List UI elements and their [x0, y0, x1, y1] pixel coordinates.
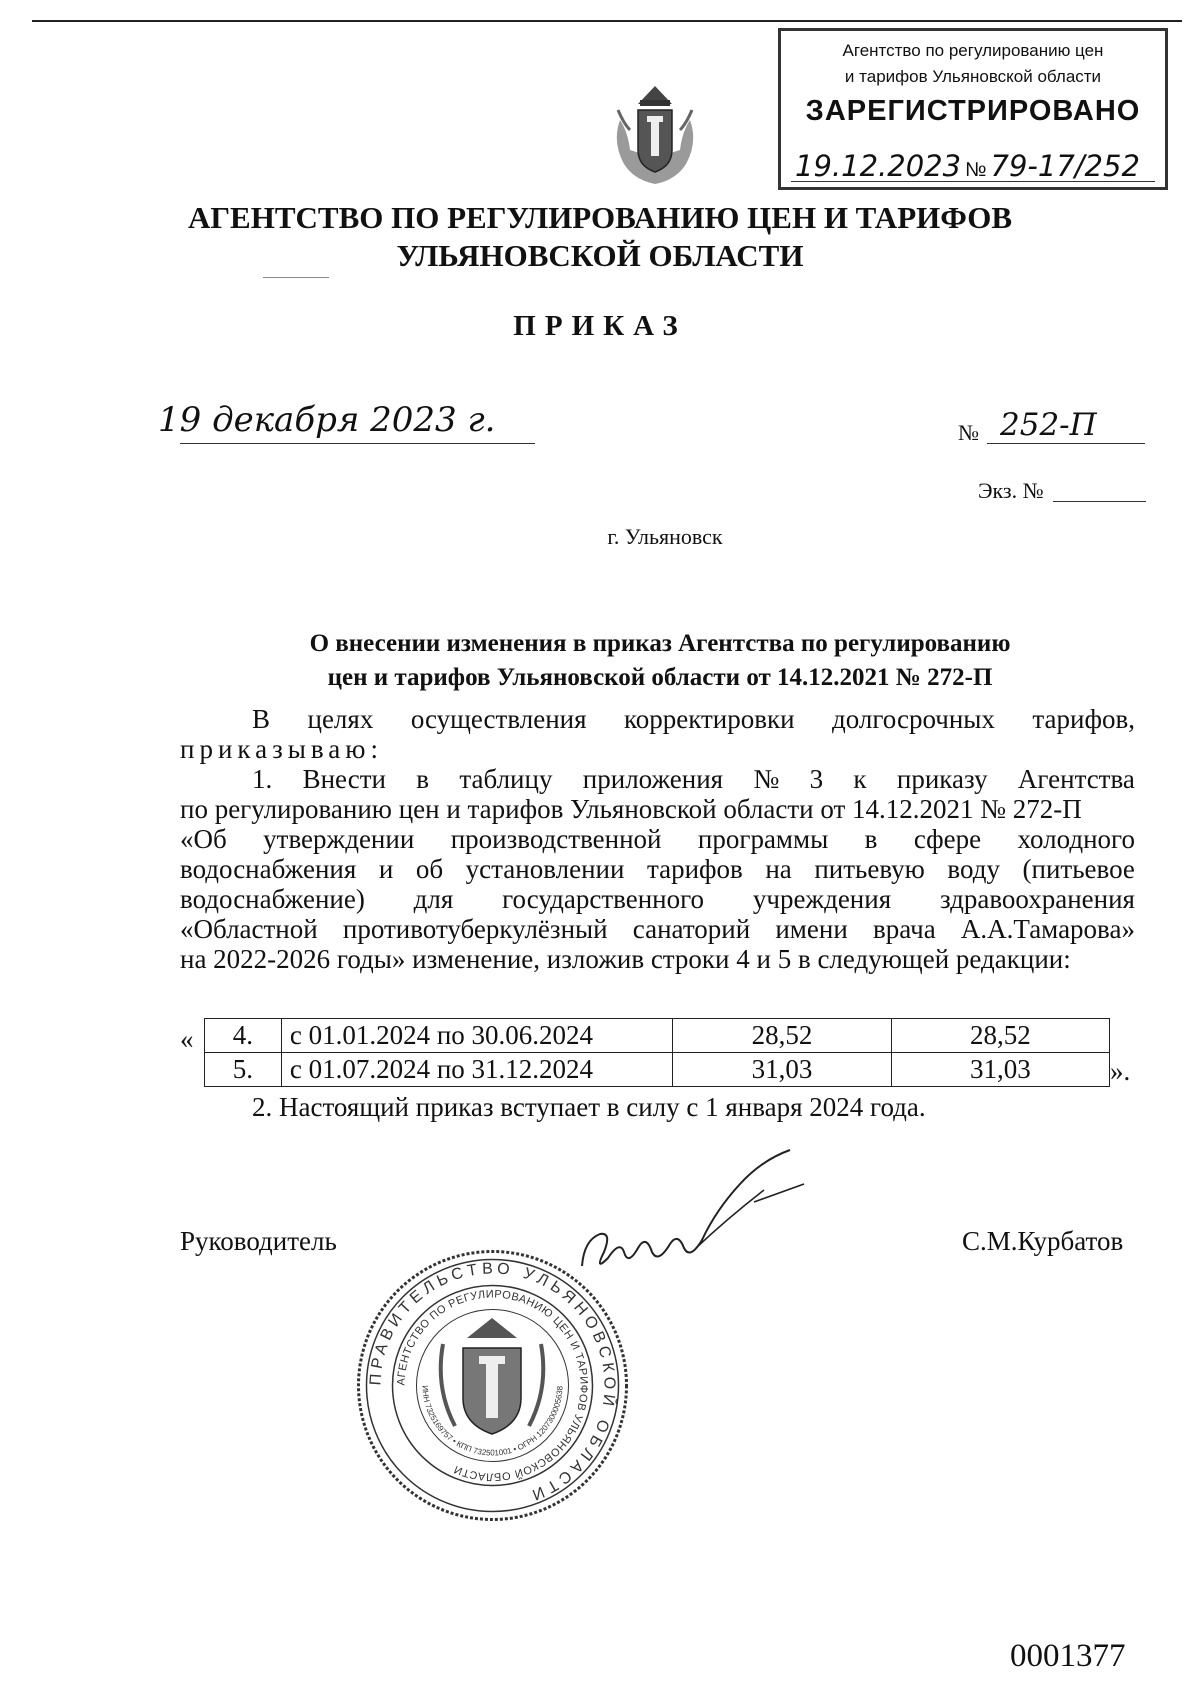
- word: государственного: [502, 884, 705, 914]
- table-cell: 28,52: [673, 1019, 891, 1053]
- decree-word: приказываю:: [180, 734, 383, 764]
- word: имени: [775, 914, 848, 944]
- word: в: [864, 824, 878, 854]
- word: целях: [307, 704, 374, 734]
- word: 1.: [252, 764, 273, 794]
- table-cell: 4.: [205, 1019, 282, 1053]
- order-number-handwritten: 252-П: [1000, 407, 1097, 443]
- divider: [263, 277, 329, 278]
- word: водоснабжение): [180, 884, 365, 914]
- stamp-agency-line1: Агентство по регулированию цен: [842, 41, 1104, 60]
- city: г. Ульяновск: [607, 524, 723, 549]
- word: «Областной: [180, 914, 318, 944]
- stamp-underline: [791, 181, 1155, 182]
- agency-title-line2: УЛЬЯНОВСКОЙ ОБЛАСТИ: [396, 238, 804, 273]
- item1-first-line: [252, 764, 1135, 794]
- word: осуществления: [410, 704, 587, 734]
- word: об: [415, 854, 444, 884]
- signatory-name: С.М.Курбатов: [962, 1226, 1124, 1256]
- stamp-number-sign: №: [965, 159, 987, 181]
- stamp-agency-line2: и тарифов Ульяновской области: [844, 67, 1102, 86]
- word: приказу: [896, 764, 988, 794]
- word: водоснабжения: [180, 854, 357, 884]
- seal-codes-text: ИНН 7325169757 • КПП 732501001 • ОГРН 1207300005638: [420, 1385, 565, 1458]
- word: корректировки: [624, 704, 795, 734]
- table-cell: 28,52: [891, 1019, 1109, 1053]
- word: в: [416, 764, 430, 794]
- tariff-table: [204, 1018, 1110, 1087]
- agency-title-line1: АГЕНТСТВО ПО РЕГУЛИРОВАНИЮ ЦЕН И ТАРИФОВ: [187, 200, 1013, 235]
- item1-line: [180, 884, 1135, 914]
- word: сфере: [913, 824, 982, 854]
- registration-stamp: [778, 28, 1168, 190]
- table-cell: 31,03: [673, 1053, 891, 1087]
- order-date-handwritten: 19 декабря 2023 г.: [158, 400, 496, 440]
- word: №: [753, 764, 780, 794]
- word: утверждении: [263, 824, 415, 854]
- seal-outer-text: ПРАВИТЕЛЬСТВО УЛЬЯНОВСКОЙ ОБЛАСТИ: [367, 1260, 618, 1505]
- subject-line2: цен и тарифов Ульяновской области от 14.12.2021 № 272-П: [327, 664, 993, 691]
- intro-line: [252, 704, 1135, 734]
- item1-line: [180, 854, 1135, 884]
- word: А.А.Тамарова»: [960, 914, 1135, 944]
- word: холодного: [1017, 824, 1135, 854]
- number-underline: [987, 443, 1145, 444]
- word: тарифов: [646, 854, 743, 884]
- official-seal-icon: [355, 1248, 630, 1523]
- item1-line: [180, 824, 1135, 854]
- table-cell: с 01.01.2024 по 30.06.2024: [281, 1019, 673, 1053]
- table-cell: 5.: [205, 1053, 282, 1087]
- date-underline: [180, 443, 535, 444]
- item2-line: 2. Настоящий приказ вступает в силу с 1 января 2024 года.: [252, 1092, 926, 1122]
- stamp-status: ЗАРЕГИСТРИРОВАНО: [805, 95, 1141, 127]
- signatory-role: Руководитель: [180, 1226, 337, 1256]
- word: (питьевое: [1022, 854, 1135, 884]
- word: врача: [872, 914, 936, 944]
- word: тарифов,: [1032, 704, 1135, 734]
- word: установлении: [465, 854, 625, 884]
- quote-open: «: [180, 1024, 194, 1054]
- word: учреждения: [752, 884, 892, 914]
- stamp-date: 19.12.2023: [795, 149, 962, 183]
- decree-line: [180, 734, 1135, 764]
- stamp-handwritten-entry: [795, 149, 1140, 183]
- item1-line: на 2022-2026 годы» изменение, изложив строки 4 и 5 в следующей редакции:: [180, 944, 1071, 974]
- word: на: [765, 854, 792, 884]
- word: и: [378, 854, 394, 884]
- word: здравоохранения: [939, 884, 1135, 914]
- word: программы: [697, 824, 829, 854]
- quote-close: ».: [1110, 1056, 1131, 1086]
- order-number-sign: №: [958, 420, 979, 445]
- word: противотуберкулёзный: [342, 914, 608, 944]
- word: воду: [947, 854, 1000, 884]
- word: Внести: [302, 764, 386, 794]
- word: 3: [809, 764, 824, 794]
- table-cell: 31,03: [891, 1053, 1109, 1087]
- word: приложения: [582, 764, 724, 794]
- coat-of-arms-icon: [610, 80, 700, 190]
- copy-number-label: Экз. №: [978, 478, 1044, 503]
- word: питьевую: [814, 854, 925, 884]
- subject-line1: О внесении изменения в приказ Агентства по регулированию: [309, 630, 1011, 657]
- table-row: [205, 1053, 1110, 1087]
- table-row: [205, 1019, 1110, 1053]
- word: к: [853, 764, 867, 794]
- word: «Об: [180, 824, 227, 854]
- item1-text: по регулированию цен и тарифов Ульяновской области от 14.12.2021 № 272-П: [180, 794, 1082, 824]
- word: В: [252, 704, 271, 734]
- document-serial-number: 0001377: [1010, 1638, 1126, 1674]
- copy-number-blank: [1053, 501, 1146, 502]
- word: производственной: [450, 824, 662, 854]
- word: для: [413, 884, 454, 914]
- word: долгосрочных: [832, 704, 995, 734]
- item1-line: [180, 914, 1135, 944]
- stamp-reg-number: 79-17/252: [990, 149, 1140, 183]
- top-rule: [32, 20, 1182, 22]
- seal-inner-text: АГЕНТСТВО ПО РЕГУЛИРОВАНИЮ ЦЕН И ТАРИФОВ УЛЬЯНОВСКОЙ ОБЛАСТИ: [395, 1288, 590, 1483]
- word: Агентства: [1017, 764, 1135, 794]
- document-type: ПРИКАЗ: [513, 310, 687, 342]
- table-cell: с 01.07.2024 по 31.12.2024: [281, 1053, 673, 1087]
- word: санаторий: [632, 914, 751, 944]
- word: таблицу: [459, 764, 553, 794]
- item1-line: [180, 794, 1135, 824]
